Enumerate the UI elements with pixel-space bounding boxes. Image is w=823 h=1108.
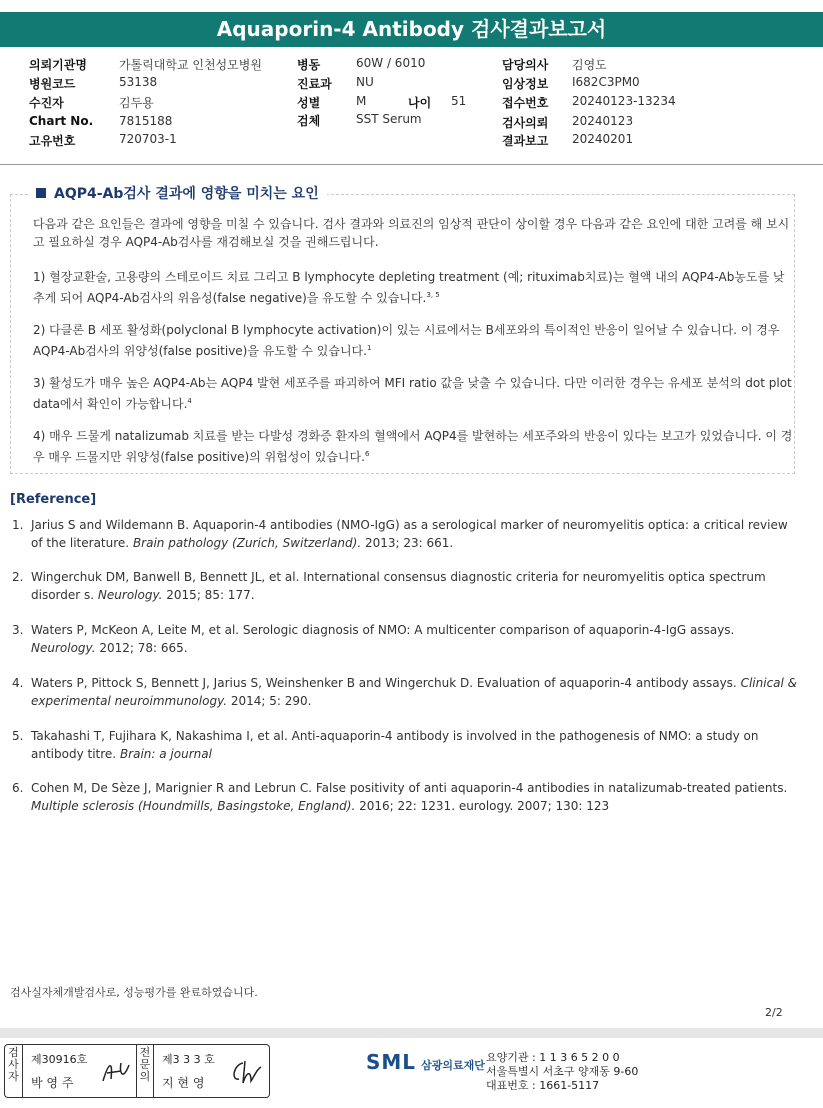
info-value: 가톨릭대학교 인천성모병원	[119, 58, 262, 72]
factors-heading-text: AQP4-Ab검사 결과에 영향을 미치는 요인	[54, 186, 319, 202]
factor-item: 1) 혈장교환술, 고용량의 스테로이드 치료 그리고 B lymphocyte depleting treatment (예; rituximab치료)는 혈액 내의 AQP4-Ab농도를 낮추게 되어 AQP4-Ab검사의 위음성(false negative)을 유도할 수 있습니다.$^{3, 5}$	[33, 270, 785, 305]
info-value: M	[356, 94, 367, 108]
signature-box	[4, 1044, 270, 1098]
lab-address	[486, 1051, 638, 1093]
info-label: 검사의뢰	[502, 116, 549, 130]
info-value: I682C3PM0	[572, 75, 640, 89]
reference-heading: [Reference]	[10, 492, 97, 507]
divider	[0, 164, 823, 165]
reference-item: 3. Waters P, McKeon A, Leite M, et al. Serologic diagnosis of NMO: A multicenter comparison of aquaporin-4-IgG assays. Neurology. 2012; 78: 665.	[12, 623, 735, 655]
sml-logo	[366, 1050, 485, 1074]
specialist-signature	[227, 1057, 263, 1087]
specialist-label: 전 문 의	[136, 1045, 154, 1097]
info-value: 김영도	[572, 58, 607, 72]
info-value: 20240123	[572, 114, 634, 128]
info-label: 수진자	[29, 96, 64, 110]
footer-note: 검사실자체개발검사로, 성능평가를 완료하였습니다.	[10, 986, 258, 999]
info-label: Chart No.	[29, 114, 94, 128]
reference-item: 4. Waters P, Pittock S, Bennett J, Jarius S, Weinshenker B and Wingerchuk D. Evaluation of aquaporin-4 antibody assays. Clinical & experimental neuroimmunology. 2014; 5: 290.	[12, 676, 798, 708]
specialist-license: 제3 3 3 호	[162, 1053, 215, 1066]
info-value: NU	[356, 75, 374, 89]
tester-license: 제30916호	[31, 1053, 88, 1066]
institution-code: 요양기관 : 1 1 3 6 5 2 0 0	[486, 1051, 620, 1064]
info-value: 20240123-13234	[572, 94, 676, 108]
reference-item: 2. Wingerchuk DM, Banwell B, Bennett JL, et al. International consensus diagnostic criteria for neuromyelitis optica spectrum disorder s. Neurology. 2015; 85: 177.	[12, 570, 766, 602]
info-label: 병원코드	[29, 77, 76, 91]
info-value: 김두용	[119, 96, 154, 110]
logo-text: SML	[366, 1050, 417, 1074]
factor-item: 4) 매우 드물게 natalizumab 치료를 받는 다발성 경화증 환자의 혈액에서 AQP4를 발현하는 세포주와의 반응이 있다는 보고가 있었습니다. 이 경우 매우 드물지만 위양성(false positive)의 위험성이 있습니다.$^6$	[33, 429, 793, 464]
age-value: 51	[451, 94, 467, 108]
factor-item: 3) 활성도가 매우 높은 AQP4-Ab는 AQP4 발현 세포주를 파괴하여 MFI ratio 값을 낮출 수 있습니다. 다만 이러한 경우는 유세포 분석의 dot plot data에서 확인이 가능합니다.$^4$	[33, 376, 792, 411]
phone-line: 대표번호 : 1661-5117	[486, 1079, 600, 1092]
info-value: 7815188	[119, 114, 173, 128]
info-value: 720703-1	[119, 132, 177, 146]
address-line: 서울특별시 서초구 양재동 9-60	[486, 1065, 639, 1078]
page-number: 2/2	[765, 1006, 783, 1019]
info-label: 의뢰기관명	[29, 58, 87, 72]
info-label: 성별	[297, 96, 321, 110]
info-label: 결과보고	[502, 134, 549, 148]
info-label: 담당의사	[502, 58, 549, 72]
factors-intro: 다음과 같은 요인들은 결과에 영향을 미칠 수 있습니다. 검사 결과와 의료진의 임상적 판단이 상이할 경우 다음과 같은 요인에 대한 고려를 해 보시고 필요하실 경우 AQP4-Ab검사를 재검해보실 것을 권해드립니다.	[33, 217, 790, 249]
info-label: 임상정보	[502, 77, 549, 91]
reference-item: 1. Jarius S and Wildemann B. Aquaporin-4 antibodies (NMO-IgG) as a serological marker of neuromyelitis optica: a critical review of the literature. Brain pathology (Zurich, Switzerland). 2013; 23: 661.	[12, 518, 788, 550]
info-value: 20240201	[572, 132, 634, 146]
age-label: 나이	[408, 96, 432, 110]
info-label: 고유번호	[29, 134, 76, 148]
info-label: 병동	[297, 58, 321, 72]
info-label: 접수번호	[502, 96, 549, 110]
info-value: SST Serum	[356, 112, 422, 126]
info-label: 진료과	[297, 77, 332, 91]
tester-name: 박 영 주	[31, 1076, 74, 1090]
info-label: 검체	[297, 114, 321, 128]
logo-korean: 삼광의료재단	[421, 1059, 485, 1072]
info-value: 60W / 6010	[356, 56, 426, 70]
specialist-name: 지 현 영	[162, 1076, 205, 1090]
factor-item: 2) 다클론 B 세포 활성화(polyclonal B lymphocyte activation)이 있는 시료에서는 B세포와의 특이적인 반응이 일어날 수 있습니다. 이 경우 AQP4-Ab검사의 위양성(false positive)을 유도할 수 있습니다.$^1$	[33, 323, 780, 358]
tester-signature	[99, 1057, 133, 1087]
reference-item: 5. Takahashi T, Fujihara K, Nakashima I, et al. Anti-aquaporin-4 antibody is involved in the pathogenesis of NMO: a study on antibody titre. Brain: a journal	[12, 729, 759, 761]
square-bullet-icon	[36, 188, 46, 198]
tester-label: 검 사 자	[5, 1045, 23, 1097]
footer-band	[0, 1028, 823, 1038]
report-title: Aquaporin-4 Antibody 검사결과보고서	[0, 12, 823, 47]
reference-item: 6. Cohen M, De Sèze J, Marignier R and Lebrun C. False positivity of anti aquaporin-4 antibodies in natalizumab-treated patients. Multiple sclerosis (Houndmills, Basingstoke, England). 2016; 22: 1231. eurology. 2007; 130: 123	[12, 781, 788, 813]
info-value: 53138	[119, 75, 158, 89]
factors-heading	[28, 183, 327, 203]
